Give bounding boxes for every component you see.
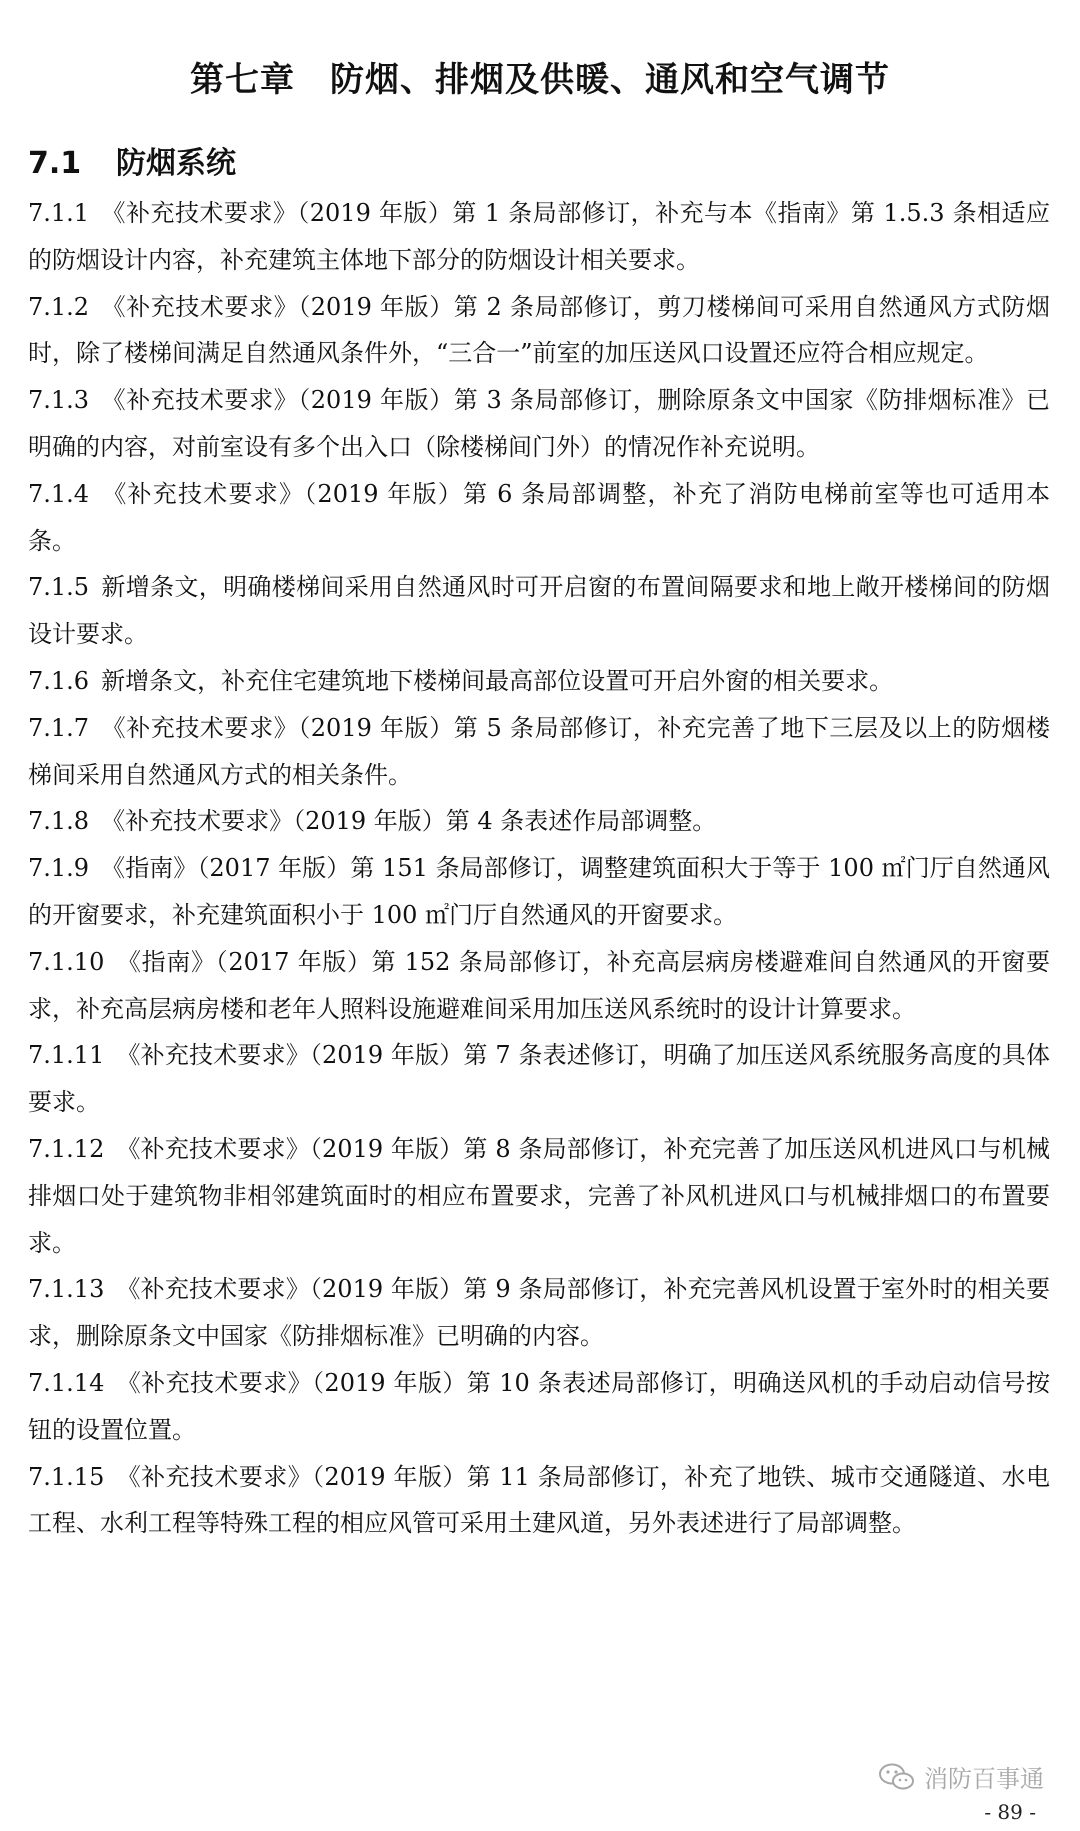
clause-item: [28, 471, 1050, 565]
clause-item: [28, 845, 1050, 939]
clause-number: 7.1.12: [28, 1134, 105, 1163]
clause-text: 《补充技术要求》（2019 年版）第 2 条局部修订，剪刀楼梯间可采用自然通风方式防烟时，除了楼梯间满足自然通风条件外，“三合一”前室的加压送风口设置还应符合相应规定。: [28, 292, 1050, 368]
clause-text: 《补充技术要求》（2019 年版）第 10 条表述局部修订，明确送风机的手动启动信号按钮的设置位置。: [28, 1368, 1050, 1444]
page-number: - 89 -: [984, 1800, 1036, 1824]
clause-item: [28, 1266, 1050, 1360]
clause-text: 《补充技术要求》（2019 年版）第 5 条局部修订，补充完善了地下三层及以上的防烟楼梯间采用自然通风方式的相关条件。: [28, 713, 1050, 789]
watermark-text: 消防百事通: [924, 1765, 1044, 1793]
clause-list: [28, 190, 1050, 1547]
watermark: [878, 1759, 1044, 1794]
clause-item: [28, 564, 1050, 658]
section-heading: [28, 138, 236, 182]
clause-item: [28, 190, 1050, 284]
clause-text: 新增条文，明确楼梯间采用自然通风时可开启窗的布置间隔要求和地上敞开楼梯间的防烟设计要求。: [28, 573, 1050, 649]
clause-text: 《补充技术要求》（2019 年版）第 4 条表述作局部调整。: [101, 807, 717, 836]
clause-text: 《补充技术要求》（2019 年版）第 7 条表述修订，明确了加压送风系统服务高度的具体要求。: [28, 1041, 1050, 1117]
clause-number: 7.1.11: [28, 1041, 105, 1070]
clause-text: 《补充技术要求》（2019 年版）第 11 条局部修订，补充了地铁、城市交通隧道、水电工程、水利工程等特殊工程的相应风管可采用土建风道，另外表述进行了局部调整。: [28, 1462, 1050, 1538]
clause-number: 7.1.2: [28, 292, 90, 321]
clause-number: 7.1.9: [28, 854, 90, 883]
clause-item: [28, 798, 1050, 845]
clause-item: [28, 658, 1050, 705]
clause-item: [28, 284, 1050, 378]
clause-number: 7.1.7: [28, 713, 90, 742]
clause-item: [28, 1032, 1050, 1126]
clause-item: [28, 1454, 1050, 1548]
clause-item: [28, 1126, 1050, 1266]
clause-text: 《补充技术要求》（2019 年版）第 6 条局部调整，补充了消防电梯前室等也可适用本条。: [28, 479, 1050, 555]
clause-item: [28, 705, 1050, 799]
clause-number: 7.1.15: [28, 1462, 105, 1491]
clause-item: [28, 377, 1050, 471]
clause-item: [28, 1360, 1050, 1454]
section-title: 防烟系统: [116, 146, 236, 181]
clause-number: 7.1.4: [28, 479, 90, 508]
clause-number: 7.1.13: [28, 1275, 105, 1304]
clause-number: 7.1.6: [28, 666, 90, 695]
clause-text: 《补充技术要求》（2019 年版）第 8 条局部修订，补充完善了加压送风机进风口与机械排烟口处于建筑物非相邻建筑面时的相应布置要求，完善了补风机进风口与机械排烟口的布置要求。: [28, 1134, 1050, 1257]
section-number: 7.1: [28, 146, 82, 181]
clause-number: 7.1.3: [28, 386, 90, 415]
clause-text: 《补充技术要求》（2019 年版）第 3 条局部修订，删除原条文中国家《防排烟标准》已明确的内容，对前室设有多个出入口（除楼梯间门外）的情况作补充说明。: [28, 386, 1050, 461]
clause-text: 新增条文，补充住宅建筑地下楼梯间最高部位设置可开启外窗的相关要求。: [101, 666, 894, 695]
clause-number: 7.1.1: [28, 199, 90, 227]
clause-text: 《补充技术要求》（2019 年版）第 1 条局部修订，补充与本《指南》第 1.5.3 条相适应的防烟设计内容，补充建筑主体地下部分的防烟设计相关要求。: [28, 199, 1050, 274]
clause-number: 7.1.14: [28, 1368, 105, 1397]
clause-text: 《补充技术要求》（2019 年版）第 9 条局部修订，补充完善风机设置于室外时的相关要求，删除原条文中国家《防排烟标准》已明确的内容。: [28, 1275, 1050, 1351]
clause-text: 《指南》（2017 年版）第 152 条局部修订，补充高层病房楼避难间自然通风的开窗要求，补充高层病房楼和老年人照料设施避难间采用加压送风系统时的设计计算要求。: [28, 947, 1050, 1023]
clause-number: 7.1.5: [28, 573, 90, 602]
chapter-title: 第七章 防烟、排烟及供暖、通风和空气调节: [190, 60, 890, 100]
clause-item: [28, 939, 1050, 1033]
wechat-icon: [878, 1762, 916, 1792]
clause-text: 《指南》（2017 年版）第 151 条局部修订，调整建筑面积大于等于 100 ㎡门厅自然通风的开窗要求，补充建筑面积小于 100 ㎡门厅自然通风的开窗要求。: [28, 854, 1050, 929]
clause-number: 7.1.8: [28, 807, 90, 836]
clause-number: 7.1.10: [28, 947, 105, 976]
